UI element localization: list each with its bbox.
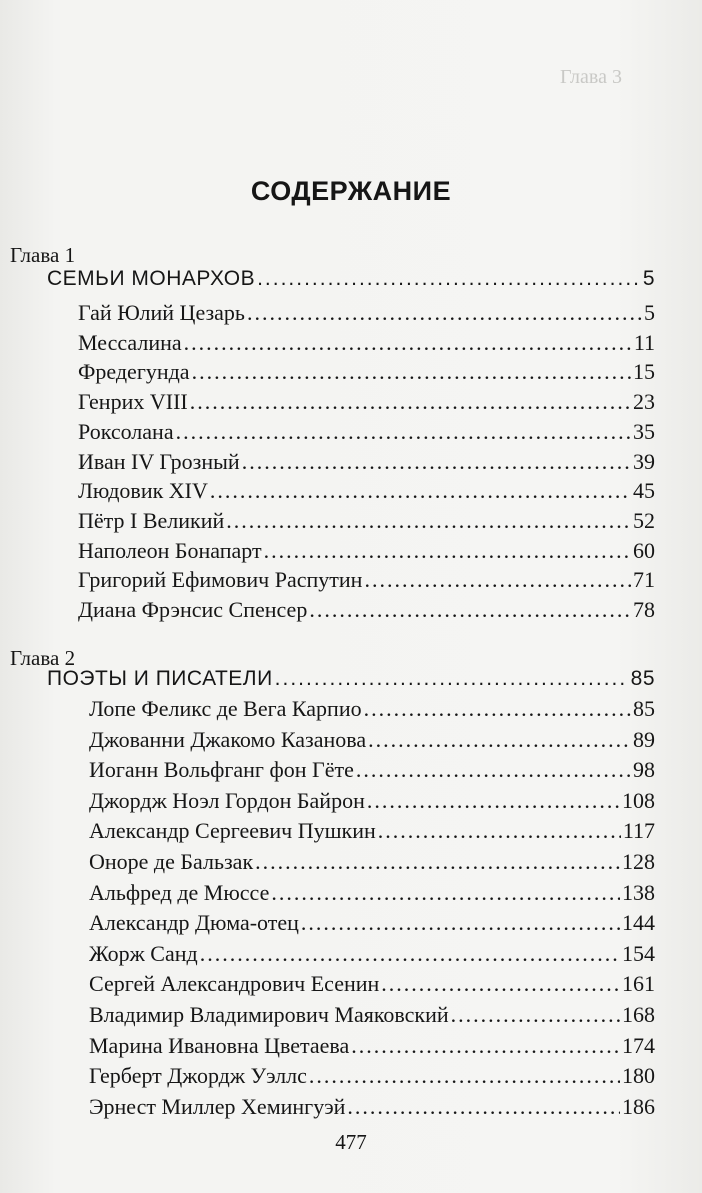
toc-entry[interactable] [78,415,655,445]
entry-title: Фредегунда [78,359,190,385]
toc-entry[interactable] [89,1059,655,1089]
toc-entry[interactable] [78,385,655,415]
entry-page: 174 [622,1032,655,1058]
section-title: СЕМЬИ МОНАРХОВ [47,267,256,290]
entry-page: 168 [622,1002,655,1027]
page-title: СОДЕРЖАНИЕ [250,176,452,206]
dot-leader [255,849,620,875]
bleed-through-text: Глава 3 [560,66,622,88]
entry-page: 186 [622,1093,655,1119]
entry-title: Иван IV Грозный [78,448,240,474]
entry-title: Генрих VIII [78,389,188,415]
dot-leader [210,478,631,504]
entry-title: Диана Фрэнсис Спенсер [78,597,308,622]
entry-title: Роксолана [78,418,174,444]
entry-page: 71 [633,567,655,593]
toc-entry[interactable] [89,723,655,753]
entry-page: 180 [622,1063,655,1089]
toc-entry[interactable] [89,1029,655,1059]
entry-page: 35 [633,418,655,444]
entry-page: 85 [633,696,655,721]
entry-page: 117 [622,818,655,844]
toc-entry[interactable] [89,876,655,906]
dot-leader [356,757,631,783]
chapter-label: Глава 1 [10,243,76,267]
entry-page: 60 [633,537,655,563]
entry-title: Эрнест Миллер Хемингуэй [89,1093,346,1119]
toc-entry[interactable] [78,534,655,564]
entry-page: 45 [633,478,655,504]
entry-title: Оноре де Бальзак [89,849,254,874]
entry-title: Наполеон Бонапарт [78,537,262,563]
dot-leader [351,1033,620,1059]
dot-leader [257,266,641,292]
section-page: 85 [630,667,655,690]
chapter-label: Глава 2 [10,646,76,670]
toc-entry[interactable] [89,998,655,1028]
entry-title: Джованни Джакомо Казанова [89,726,367,752]
dot-leader [451,1002,620,1028]
entry-title: Марина Ивановна Цветаева [89,1032,350,1058]
dot-leader [378,818,621,844]
entry-title: Лопе Феликс де Вега Карпио [89,696,362,721]
page-number: 477 [335,1130,367,1154]
toc-entry[interactable] [89,845,655,875]
entry-page: 78 [633,597,655,622]
dot-leader [309,1063,620,1089]
entry-page: 52 [633,507,655,533]
toc-entry[interactable] [89,784,655,814]
dot-leader [271,880,620,906]
toc-entry[interactable] [78,504,655,534]
dot-leader [226,508,631,534]
entry-title: Людовик XIV [78,478,208,504]
dot-leader [264,538,631,564]
toc-entry[interactable] [89,906,655,936]
entry-page: 5 [644,300,655,325]
toc-entry[interactable] [89,692,655,722]
toc-entry[interactable] [89,1090,655,1120]
entry-page: 15 [633,359,655,385]
entry-title: Гай Юлий Цезарь [78,300,245,325]
toc-entry[interactable] [78,563,655,593]
entry-title: Иоганн Вольфганг фон Гёте [89,757,354,783]
entry-title: Владимир Владимирович Маяковский [89,1002,449,1027]
entry-page: 39 [633,448,655,474]
toc-section-row[interactable] [47,662,655,692]
dot-leader [242,449,631,475]
entry-page: 11 [633,329,655,355]
entry-title: Александр Сергеевич Пушкин [89,818,376,844]
entry-title: Александр Дюма-отец [89,910,299,936]
entry-title: Джордж Ноэл Гордон Байрон [89,787,365,813]
dot-leader [367,788,620,814]
entry-page: 144 [622,910,655,936]
entry-page: 98 [633,757,655,783]
entry-title: Альфред де Мюссе [89,879,270,905]
dot-leader [309,597,631,623]
dot-leader [275,666,629,692]
entry-page: 108 [622,787,655,813]
toc-entry[interactable] [89,937,655,967]
entry-title: Пётр I Великий [78,507,225,533]
entry-page: 89 [633,726,655,752]
entry-page: 138 [622,879,655,905]
toc-entry[interactable] [89,753,655,783]
dot-leader [364,567,631,593]
section-page: 5 [642,267,655,290]
toc-entry[interactable] [78,326,655,356]
toc-entry[interactable] [78,355,655,385]
toc-entry[interactable] [78,593,655,623]
toc-entry[interactable] [78,296,655,326]
entry-page: 128 [622,849,655,874]
toc-entry[interactable] [78,445,655,475]
dot-leader [200,941,620,967]
dot-leader [364,696,631,722]
dot-leader [381,971,620,997]
entry-title: Мессалина [78,329,182,355]
toc-entry[interactable] [78,474,655,504]
dot-leader [247,300,642,326]
entry-title: Герберт Джордж Уэллс [89,1063,307,1089]
entry-page: 161 [622,971,655,997]
dot-leader [301,910,620,936]
entry-title: Жорж Санд [89,940,198,966]
toc-section-row[interactable] [47,262,655,292]
entry-page: 154 [622,940,655,966]
toc-entry[interactable] [89,967,655,997]
dot-leader [368,727,631,753]
dot-leader [176,419,631,445]
dot-leader [192,359,631,385]
dot-leader [347,1094,620,1120]
toc-entry[interactable] [89,814,655,844]
entry-page: 23 [633,389,655,415]
section-title: ПОЭТЫ И ПИСАТЕЛИ [47,667,273,690]
entry-title: Григорий Ефимович Распутин [78,567,363,593]
entry-title: Сергей Александрович Есенин [89,971,380,997]
dot-leader [190,389,631,415]
dot-leader [184,330,632,356]
